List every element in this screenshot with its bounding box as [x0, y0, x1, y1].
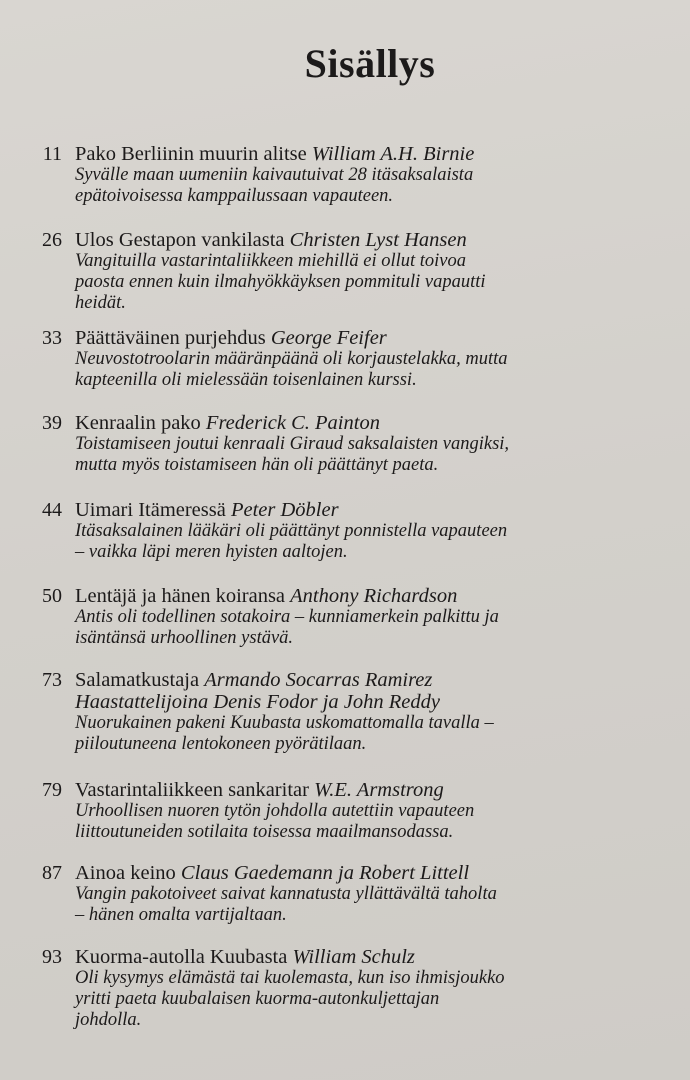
entry-description-line: Itäsaksalainen lääkäri oli päättänyt ponnistella vapauteen — [75, 521, 508, 541]
entry-title: Kuorma-autolla Kuubasta — [75, 946, 288, 968]
entry-author: William A.H. Birnie — [311, 143, 475, 165]
entry-heading — [75, 499, 675, 521]
page-number: 50 — [42, 585, 62, 607]
entry-description-line: Urhoollisen nuoren tytön johdolla autettiin vapauteen — [75, 801, 475, 821]
entry-description-line: Vangituilla vastarintaliikkeen miehillä ei ollut toivoa — [75, 251, 467, 271]
entry-description-line: Vangin pakotoiveet saivat kannatusta yllättävältä taholta — [75, 884, 497, 904]
entry-description-line: Toistamiseen joutui kenraali Giraud saksalaisten vangiksi, — [75, 434, 510, 454]
entry-title: Salamatkustaja — [75, 669, 200, 691]
entry-description-line: mutta myös toistamiseen hän oli päättänyt paeta. — [75, 455, 439, 475]
entry-description-line: paosta ennen kuin ilmahyökkäyksen pommituli vapautti — [75, 272, 486, 292]
page-number: 87 — [42, 862, 62, 884]
entry-author: Claus Gaedemann ja Robert Littell — [180, 862, 470, 884]
entry-description-line: liittoutuneiden sotilaita toisessa maailmansodassa. — [75, 822, 454, 842]
entry-description-line: Neuvostotroolarin määränpäänä oli korjaustelakka, mutta — [75, 349, 508, 369]
entry-title: Ulos Gestapon vankilasta — [75, 229, 285, 251]
entry-heading — [75, 862, 675, 884]
entry-description-line: heidät. — [75, 293, 126, 313]
entry-heading — [75, 946, 675, 968]
entry-description-line: isäntänsä urhoollinen ystävä. — [75, 628, 294, 648]
entry-description-line: Antis oli todellinen sotakoira – kunniamerkein palkittu ja — [75, 607, 499, 627]
entry-description-line: yritti paeta kuubalaisen kuorma-autonkuljettajan — [75, 989, 440, 1009]
entry-title: Ainoa keino — [75, 862, 176, 884]
entry-author: Peter Döbler — [230, 499, 339, 521]
page-number: 93 — [42, 946, 62, 968]
page-number: 73 — [42, 669, 62, 691]
entry-heading — [75, 327, 675, 349]
entry-title: Uimari Itämeressä — [75, 499, 226, 521]
entry-title: Lentäjä ja hänen koiransa — [75, 585, 286, 607]
page-number: 79 — [42, 779, 62, 801]
entry-heading — [75, 143, 675, 165]
page-number: 11 — [42, 143, 62, 165]
entry-author: Armando Socarras Ramirez — [204, 669, 433, 691]
entry-description-line: Oli kysymys elämästä tai kuolemasta, kun iso ihmisjoukko — [75, 968, 505, 988]
page-number: 33 — [42, 327, 62, 349]
entry-author: Frederick C. Painton — [205, 412, 380, 434]
entry-title: Pako Berliinin muurin alitse — [75, 143, 307, 165]
entry-heading — [75, 585, 675, 607]
entry-heading — [75, 779, 675, 801]
entry-description-line: epätoivoisessa kamppailussaan vapauteen. — [75, 186, 394, 206]
entry-author: William Schulz — [292, 946, 415, 968]
entry-author: W.E. Armstrong — [314, 779, 444, 801]
entry-heading — [75, 669, 675, 691]
entry-description-line: – hänen omalta vartijaltaan. — [75, 905, 287, 925]
page-number: 39 — [42, 412, 62, 434]
entry-title: Kenraalin pako — [75, 412, 201, 434]
entry-author: Christen Lyst Hansen — [289, 229, 467, 251]
page-number: 44 — [42, 499, 62, 521]
entry-interviewers: Haastattelijoina Denis Fodor ja John Reddy — [75, 691, 440, 713]
page-number: 26 — [42, 229, 62, 251]
entry-heading — [75, 229, 675, 251]
entry-heading — [75, 412, 675, 434]
entry-title: Päättäväinen purjehdus — [75, 327, 266, 349]
entry-description-line: kapteenilla oli mielessään toisenlainen kurssi. — [75, 370, 417, 390]
entry-author: Anthony Richardson — [290, 585, 458, 607]
page-title: Sisällys — [304, 41, 436, 86]
entry-author: George Feifer — [270, 327, 387, 349]
entry-title: Vastarintaliikkeen sankaritar — [75, 779, 309, 801]
entry-description-line: – vaikka läpi meren hyisten aaltojen. — [75, 542, 348, 562]
entry-description-line: piiloutuneena lentokoneen pyörätilaan. — [75, 734, 367, 754]
entry-description-line: johdolla. — [75, 1010, 142, 1030]
entry-description-line: Syvälle maan uumeniin kaivautuivat 28 itäsaksalaista — [75, 165, 474, 185]
entry-description-line: Nuorukainen pakeni Kuubasta uskomattomalla tavalla – — [75, 713, 494, 733]
